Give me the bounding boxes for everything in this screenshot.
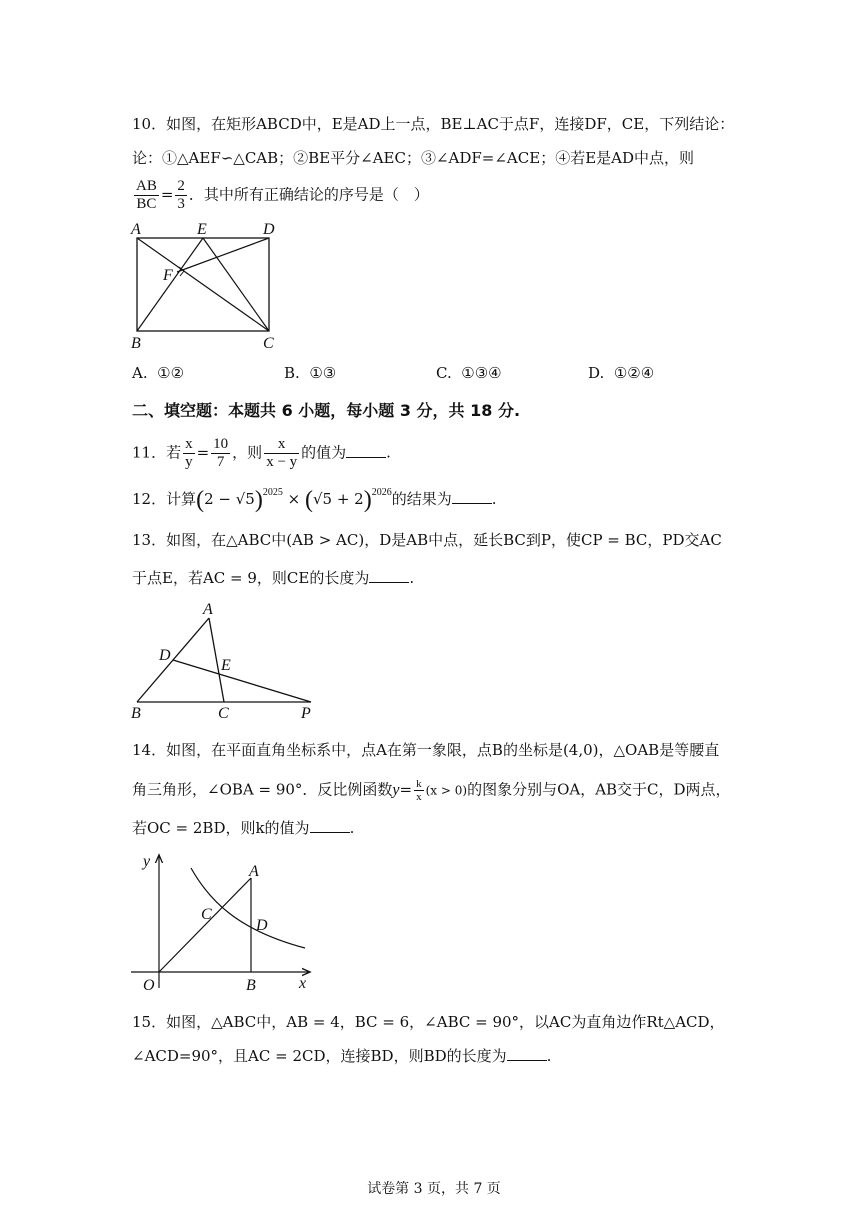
page-footer: 试卷第 3 页，共 7 页 bbox=[367, 1181, 501, 1197]
label-a: A bbox=[203, 601, 213, 618]
q14-func-x: x bbox=[416, 791, 422, 803]
diagonal-ac bbox=[137, 238, 269, 331]
q12-line: 12．计算$(2 - √5)^{2025} \times (√5 + 2)^{2026}$的结果为 . bbox=[132, 487, 497, 513]
q15-line2: ∠ACD=90°，且AC = 2CD，连接BD，则BD的长度为 . bbox=[132, 1047, 552, 1065]
q10-line2 bbox=[132, 148, 694, 168]
q11-fraction-ratio bbox=[211, 436, 230, 471]
q10-ratio-value-den: 3 bbox=[177, 196, 185, 212]
q10-choice-d[interactable] bbox=[588, 364, 654, 382]
q15-line1 bbox=[132, 1012, 725, 1032]
segment-be bbox=[137, 238, 203, 331]
choice-a-text: ①② bbox=[157, 364, 185, 382]
q10-choice-b[interactable] bbox=[284, 364, 336, 382]
q15-line2-text: ∠ACD=90°，且AC = 2CD，连接BD，则BD的长度为 bbox=[132, 1047, 507, 1065]
segment-oa bbox=[159, 878, 251, 972]
q11-f3-num: x bbox=[264, 436, 299, 454]
q11-tail: 的值为 bbox=[301, 443, 347, 462]
q10-line1-text: 10．如图，在矩形ABCD中，E是AD上一点，BE⊥AC于点F，连接DF，CE，下列结论： bbox=[132, 115, 735, 133]
choice-c-text: ①③④ bbox=[461, 364, 502, 382]
section-fill-in-heading: 二、填空题：本题共 6 小题，每小题 3 分，共 18 分. bbox=[132, 401, 521, 420]
q14-line1-text: 14．如图，在平面直角坐标系中，点A在第一象限，点B的坐标是(4,0)，△OAB是等腰直 bbox=[132, 741, 720, 759]
label-d: D bbox=[159, 647, 171, 664]
label-b: B bbox=[246, 977, 256, 994]
q14-answer-blank[interactable] bbox=[310, 818, 350, 833]
choice-c-key: C. bbox=[436, 364, 452, 382]
q10-ratio-den: BC bbox=[136, 196, 157, 212]
q11-f1-num: x bbox=[185, 436, 193, 452]
q10-ratio-fraction bbox=[134, 178, 159, 213]
q11-fraction-target bbox=[264, 436, 299, 471]
q10-line2-text: 论：①△AEF∽△CAB；②BE平分∠AEC；③∠ADF=∠ACE；④若E是AD中点，则 bbox=[132, 149, 695, 167]
label-f: F bbox=[163, 267, 173, 284]
q14-line1 bbox=[132, 740, 719, 760]
label-b: B bbox=[131, 335, 141, 352]
label-e: E bbox=[197, 221, 207, 238]
q11-prefix: 11．若 bbox=[132, 443, 182, 462]
q14-line2: 角三角形，∠OBA = 90°．反比例函数y= $\frac{k}{x}$ (x > 0)的图象分别与OA，AB交于C，D两点， bbox=[132, 778, 731, 803]
q13-line2-text: 于点E，若AC = 9，则CE的长度为 bbox=[132, 569, 370, 587]
label-o: O bbox=[143, 977, 155, 994]
label-a: A bbox=[131, 221, 141, 238]
q11-f2-den: 7 bbox=[216, 454, 225, 470]
q13-triangle-figure bbox=[125, 598, 325, 724]
q13-line1-text: 13．如图，在△ABC中(AB > AC)，D是AB中点，延长BC到P，使CP = BC，PD交AC bbox=[132, 531, 722, 549]
q14-line2-tail: 的图象分别与OA，AB交于C，D两点， bbox=[467, 780, 731, 799]
q15-answer-blank[interactable] bbox=[507, 1046, 547, 1061]
q12-answer-blank[interactable] bbox=[452, 489, 492, 504]
q11-line: 11．若 $\frac{x}{y}$ = $\frac{10}{7}$ ，则 $\frac{x}{x - y}$ 的值为 . bbox=[132, 436, 391, 470]
q12-tail: 的结果为 bbox=[391, 490, 452, 508]
q10-choice-c[interactable] bbox=[436, 364, 502, 382]
q10-ratio-num: AB bbox=[136, 178, 157, 194]
q10-choice-a[interactable] bbox=[132, 364, 184, 382]
q12-prefix: 12．计算 bbox=[132, 490, 197, 508]
label-y: y bbox=[143, 853, 151, 870]
choice-b-key: B. bbox=[284, 364, 300, 382]
q10-line1 bbox=[132, 114, 734, 134]
label-a: A bbox=[249, 863, 259, 880]
q14-line2-text: 角三角形，∠OBA = 90°．反比例函数 bbox=[132, 780, 393, 799]
label-e: E bbox=[221, 657, 231, 674]
q10-ratio-value bbox=[175, 178, 187, 213]
segment-dp bbox=[173, 660, 311, 702]
q12-exponent-1: 2025 bbox=[262, 487, 283, 498]
q11-f2-num: 10 bbox=[213, 436, 229, 452]
q14-line3: 若OC = 2BD，则k的值为 . bbox=[132, 819, 355, 837]
choice-d-key: D. bbox=[588, 364, 605, 382]
label-c: C bbox=[218, 705, 229, 722]
q14-line3-text: 若OC = 2BD，则k的值为 bbox=[132, 819, 310, 837]
label-d: D bbox=[256, 917, 268, 934]
q10-line3: $\frac{AB}{BC}$ = $\frac{2}{3}$ ．其中所有正确结论的序号是（ ） bbox=[136, 178, 429, 212]
q15-line1-text: 15．如图，△ABC中，AB = 4，BC = 6，∠ABC = 90°，以AC为直角边作Rt△ACD， bbox=[132, 1013, 725, 1031]
q13-answer-blank[interactable] bbox=[369, 568, 409, 583]
q13-line2: 于点E，若AC = 9，则CE的长度为 . bbox=[132, 569, 415, 587]
q12-exponent-2: 2026 bbox=[371, 487, 392, 498]
q11-answer-blank[interactable] bbox=[346, 443, 386, 458]
q13-line1 bbox=[132, 530, 722, 550]
label-b: B bbox=[131, 705, 141, 722]
label-d: D bbox=[263, 221, 275, 238]
label-c: C bbox=[263, 335, 274, 352]
q14-func-fraction bbox=[414, 778, 424, 803]
segment-ec bbox=[203, 238, 269, 331]
q10-line3-tail: ．其中所有正确结论的序号是（ ） bbox=[188, 185, 429, 204]
choice-d-text: ①②④ bbox=[613, 364, 655, 382]
q14-coordinate-figure bbox=[125, 848, 325, 998]
choice-b-text: ①③ bbox=[309, 364, 337, 382]
q11-f3-den: x − y bbox=[266, 454, 298, 470]
label-p: P bbox=[301, 705, 311, 722]
choice-a-key: A. bbox=[132, 364, 148, 382]
q11-mid: ，则 bbox=[232, 443, 263, 462]
label-x: x bbox=[299, 975, 307, 992]
q10-rectangle-figure bbox=[125, 220, 285, 355]
q11-f1-den: y bbox=[185, 454, 193, 470]
q14-func-condition: (x > 0) bbox=[425, 783, 468, 798]
label-c: C bbox=[201, 906, 212, 923]
q11-fraction-xy bbox=[183, 436, 195, 471]
q10-ratio-value-num: 2 bbox=[177, 178, 185, 194]
q14-func-k: k bbox=[416, 778, 422, 790]
